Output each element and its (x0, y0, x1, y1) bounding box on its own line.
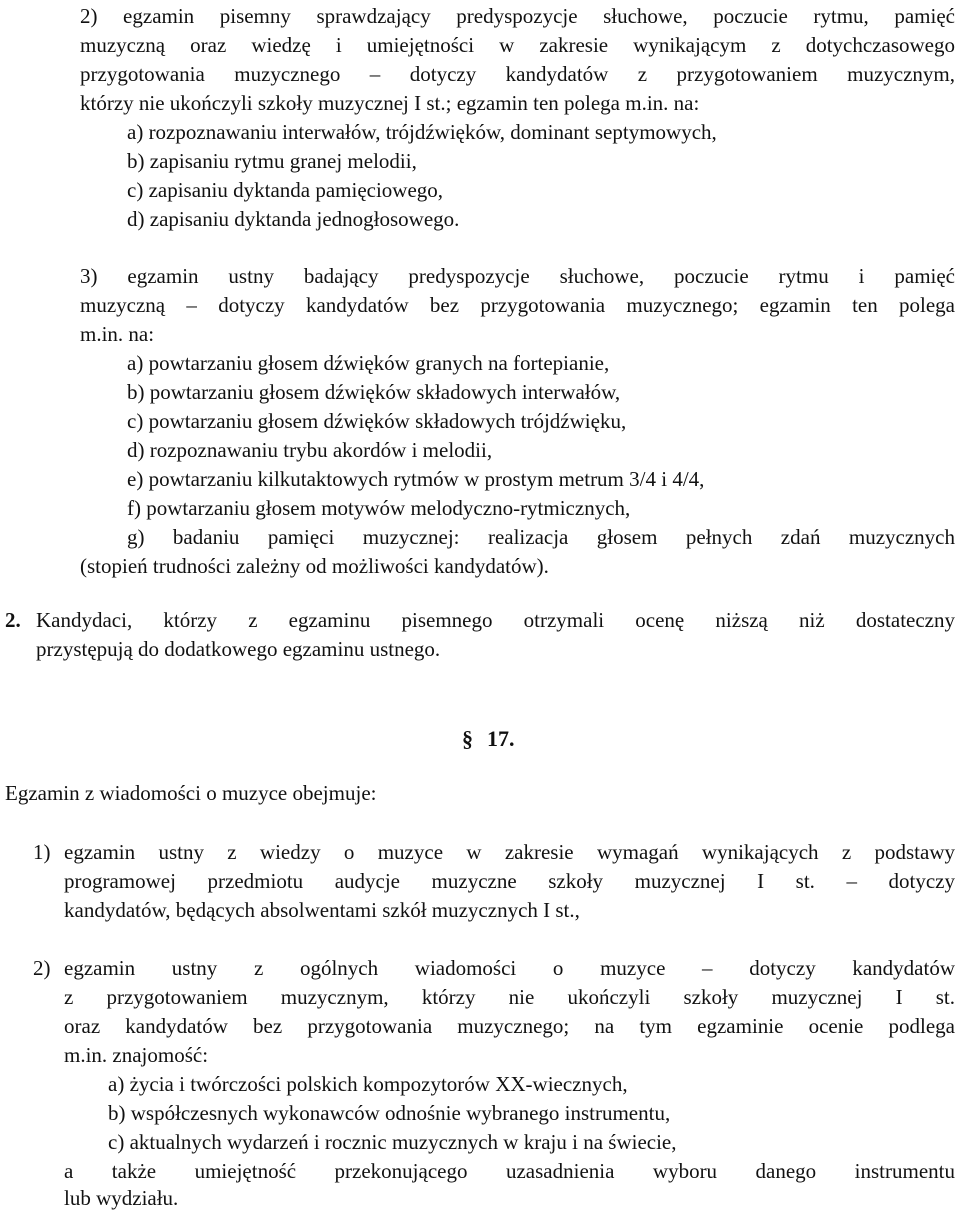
section2-line-2: muzyczną oraz wiedzę i umiejętności w zakresie wynikającym z dotychczasowego (80, 33, 955, 57)
section2-item-d: d) zapisaniu dyktanda jednogłosowego. (127, 207, 460, 231)
section3-item-e: e) powtarzaniu kilkutaktowych rytmów w prostym metrum 3/4 i 4/4, (127, 467, 705, 491)
section2-line-1: 2) egzamin pisemny sprawdzający predyspozycje słuchowe, poczucie rytmu, pamięć (80, 4, 955, 28)
exam-item1-line-1: egzamin ustny z wiedzy o muzyce w zakresie wymagań wynikających z podstawy (64, 840, 955, 864)
exam-item2-subitem-a: a) życia i twórczości polskich kompozytorów XX-wiecznych, (108, 1072, 628, 1096)
point2-line-1: Kandydaci, którzy z egzaminu pisemnego otrzymali ocenę niższą niż dostateczny (36, 608, 955, 632)
exam-item1-line-3: kandydatów, będących absolwentami szkół muzycznych I st., (64, 898, 580, 922)
exam-item2-line-2: z przygotowaniem muzycznym, którzy nie ukończyli szkoły muzycznej I st. (64, 985, 955, 1009)
section3-line-2: muzyczną – dotyczy kandydatów bez przygotowania muzycznego; egzamin ten polega (80, 293, 955, 317)
section3-item-g: g) badaniu pamięci muzycznej: realizacja głosem pełnych zdań muzycznych (127, 525, 955, 549)
section2-item-c: c) zapisaniu dyktanda pamięciowego, (127, 178, 444, 202)
point2-number: 2. (5, 608, 21, 632)
section3-item-b: b) powtarzaniu głosem dźwięków składowych interwałów, (127, 380, 621, 404)
paragraph-number: 17. (487, 726, 515, 751)
exam-item2-subitem-c: c) aktualnych wydarzeń i rocznic muzycznych w kraju i na świecie, (108, 1130, 677, 1154)
exam-item2-line-1: egzamin ustny z ogólnych wiadomości o muzyce – dotyczy kandydatów (64, 956, 955, 980)
exam-item2-tail-2: lub wydziału. (64, 1186, 179, 1210)
exam-item2-subitem-b: b) współczesnych wykonawców odnośnie wybranego instrumentu, (108, 1101, 671, 1125)
section3-item-c: c) powtarzaniu głosem dźwięków składowych trójdźwięku, (127, 409, 627, 433)
section3-item-a: a) powtarzaniu głosem dźwięków granych na fortepianie, (127, 351, 610, 375)
section2-item-b: b) zapisaniu rytmu granej melodii, (127, 149, 417, 173)
section3-line-3: m.in. na: (80, 322, 155, 346)
section2-line-4: którzy nie ukończyli szkoły muzycznej I st.; egzamin ten polega m.in. na: (80, 91, 700, 115)
exam-item2-number: 2) (33, 956, 51, 980)
exam-item2-tail-1: a także umiejętność przekonującego uzasadnienia wyboru danego instrumentu (64, 1159, 955, 1183)
exam-item2-line-3: oraz kandydatów bez przygotowania muzycznego; na tym egzaminie ocenie podlega (64, 1014, 955, 1038)
section3-item-f: f) powtarzaniu głosem motywów melodyczno-rytmicznych, (127, 496, 631, 520)
exam-item1-line-2: programowej przedmiotu audycje muzyczne szkoły muzycznej I st. – dotyczy (64, 869, 955, 893)
point2-line-2: przystępują do dodatkowego egzaminu ustnego. (36, 637, 441, 661)
section2-line-3: przygotowania muzycznego – dotyczy kandydatów z przygotowaniem muzycznym, (80, 62, 955, 86)
section2-item-a: a) rozpoznawaniu interwałów, trójdźwięków, dominant septymowych, (127, 120, 717, 144)
exam-intro: Egzamin z wiadomości o muzyce obejmuje: (5, 781, 377, 805)
exam-item1-number: 1) (33, 840, 51, 864)
section3-tail: (stopień trudności zależny od możliwości kandydatów). (80, 554, 549, 578)
paragraph-sign: § (462, 726, 473, 751)
section3-item-d: d) rozpoznawaniu trybu akordów i melodii, (127, 438, 493, 462)
exam-item2-line-4: m.in. znajomość: (64, 1043, 209, 1067)
section3-line-1: 3) egzamin ustny badający predyspozycje słuchowe, poczucie rytmu i pamięć (80, 264, 955, 288)
